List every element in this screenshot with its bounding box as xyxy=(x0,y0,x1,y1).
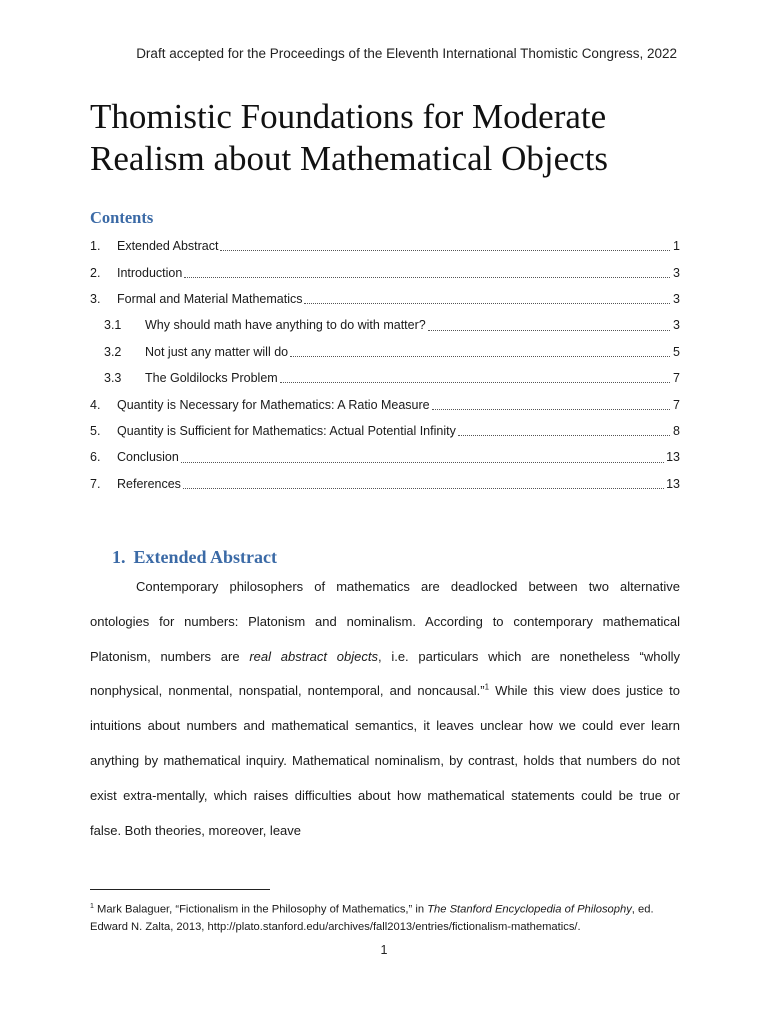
toc-entry[interactable] xyxy=(90,286,680,312)
footnote-separator xyxy=(90,889,270,890)
toc-entry-page: 7 xyxy=(673,397,680,412)
toc-dot-leader xyxy=(290,355,670,357)
toc-entry-page: 3 xyxy=(673,318,680,333)
toc-entry-number: 6. xyxy=(90,450,101,465)
page-number: 1 xyxy=(380,943,388,957)
toc-entry-page: 13 xyxy=(666,476,680,491)
toc-entry-label: Why should math have anything to do with matter? xyxy=(145,318,426,333)
toc-entry-label: Formal and Material Mathematics xyxy=(117,291,303,306)
toc-entry-page: 8 xyxy=(673,423,680,438)
title-line-2: Realism about Mathematical Objects xyxy=(90,139,609,178)
toc-entry-number: 3. xyxy=(90,291,101,306)
toc-entry-number: 4. xyxy=(90,397,101,412)
contents-heading: Contents xyxy=(90,208,154,227)
toc-entry[interactable] xyxy=(90,259,680,285)
toc-entry-number: 1. xyxy=(90,239,101,254)
toc-entry-number: 7. xyxy=(90,476,101,491)
toc-dot-leader xyxy=(183,487,664,489)
toc-entry-label: Quantity is Sufficient for Mathematics: Actual Potential Infinity xyxy=(117,423,456,438)
toc-entry-label: Conclusion xyxy=(117,450,179,465)
footnote-text-1: Mark Balaguer, “Fictionalism in the Philosophy of Mathematics,” in xyxy=(93,903,428,916)
toc-entry[interactable] xyxy=(90,418,680,444)
toc-subentry[interactable] xyxy=(90,339,680,365)
toc-dot-leader xyxy=(428,329,670,331)
toc-entry[interactable] xyxy=(90,391,680,417)
toc-entry-number: 2. xyxy=(90,265,101,280)
footnote-italic-text: The Stanford Encyclopedia of Philosophy xyxy=(427,903,632,916)
toc-entry-page: 3 xyxy=(673,291,680,306)
toc-entry[interactable] xyxy=(90,471,680,497)
toc-dot-leader xyxy=(280,381,670,383)
toc-dot-leader xyxy=(220,249,670,251)
footnote xyxy=(90,898,680,936)
toc-entry-label: Extended Abstract xyxy=(117,239,219,254)
document-title xyxy=(90,96,690,180)
toc-subentry[interactable] xyxy=(90,312,680,338)
toc-entry-label: Introduction xyxy=(117,265,183,280)
toc-subentry[interactable] xyxy=(90,365,680,391)
toc-entry-page: 1 xyxy=(673,239,680,254)
section-heading xyxy=(112,547,277,568)
toc-entry-page: 13 xyxy=(666,450,680,465)
toc-dot-leader xyxy=(432,408,670,410)
section-number: 1. xyxy=(112,547,126,567)
table-of-contents xyxy=(90,233,680,497)
toc-dot-leader xyxy=(184,276,670,278)
toc-entry-label: References xyxy=(117,476,181,491)
toc-entry[interactable] xyxy=(90,444,680,470)
toc-entry-page: 3 xyxy=(673,265,680,280)
toc-entry[interactable] xyxy=(90,233,680,259)
paragraph-italic-text: real abstract objects xyxy=(249,648,378,664)
footnote-reference[interactable]: 1 xyxy=(484,683,490,693)
toc-entry-label: The Goldilocks Problem xyxy=(145,371,278,386)
footnote-text-2: , ed. Edward N. Zalta, 2013, http://plato.stanford.edu/archives/fall2013/entries/fictionalism-mathematics/. xyxy=(90,903,654,933)
toc-entry-page: 5 xyxy=(673,344,680,359)
toc-dot-leader xyxy=(304,302,670,304)
toc-entry-page: 7 xyxy=(673,371,680,386)
section-title: Extended Abstract xyxy=(133,547,277,567)
toc-entry-number: 3.2 xyxy=(104,344,122,359)
body-paragraph xyxy=(90,570,680,848)
paragraph-text-1: Contemporary philosophers of mathematics are deadlocked between two alternative ontologies for numbers: Platonism and nominalism. According to contemporary mathematical Platonism, numbers are xyxy=(90,579,680,664)
paragraph-text-2: , i.e. particulars which are nonetheless “wholly nonphysical, nonmental, nonspatial, nontemporal, and noncausal.” xyxy=(90,648,680,699)
toc-entry-number: 3.3 xyxy=(104,371,122,386)
footnote-mark: 1 xyxy=(90,903,94,910)
toc-entry-number: 5. xyxy=(90,423,101,438)
toc-entry-label: Not just any matter will do xyxy=(145,344,289,359)
running-header: Draft accepted for the Proceedings of the Eleventh International Thomistic Congress, 2022 xyxy=(136,46,677,61)
toc-dot-leader xyxy=(181,461,664,463)
toc-entry-number: 3.1 xyxy=(104,318,122,333)
toc-dot-leader xyxy=(458,434,670,436)
paragraph-text-3: While this view does justice to intuitions about numbers and mathematical semantics, it leaves unclear how we could ever learn anything by mathematical inquiry. Mathematical nominalism, by contrast, holds that numbers do not exist extra-mentally, which raises difficulties about how mathematical statements could be true or false. Both theories, moreover, leave xyxy=(90,683,681,838)
title-line-1: Thomistic Foundations for Moderate xyxy=(90,97,607,136)
toc-entry-label: Quantity is Necessary for Mathematics: A Ratio Measure xyxy=(117,397,430,412)
